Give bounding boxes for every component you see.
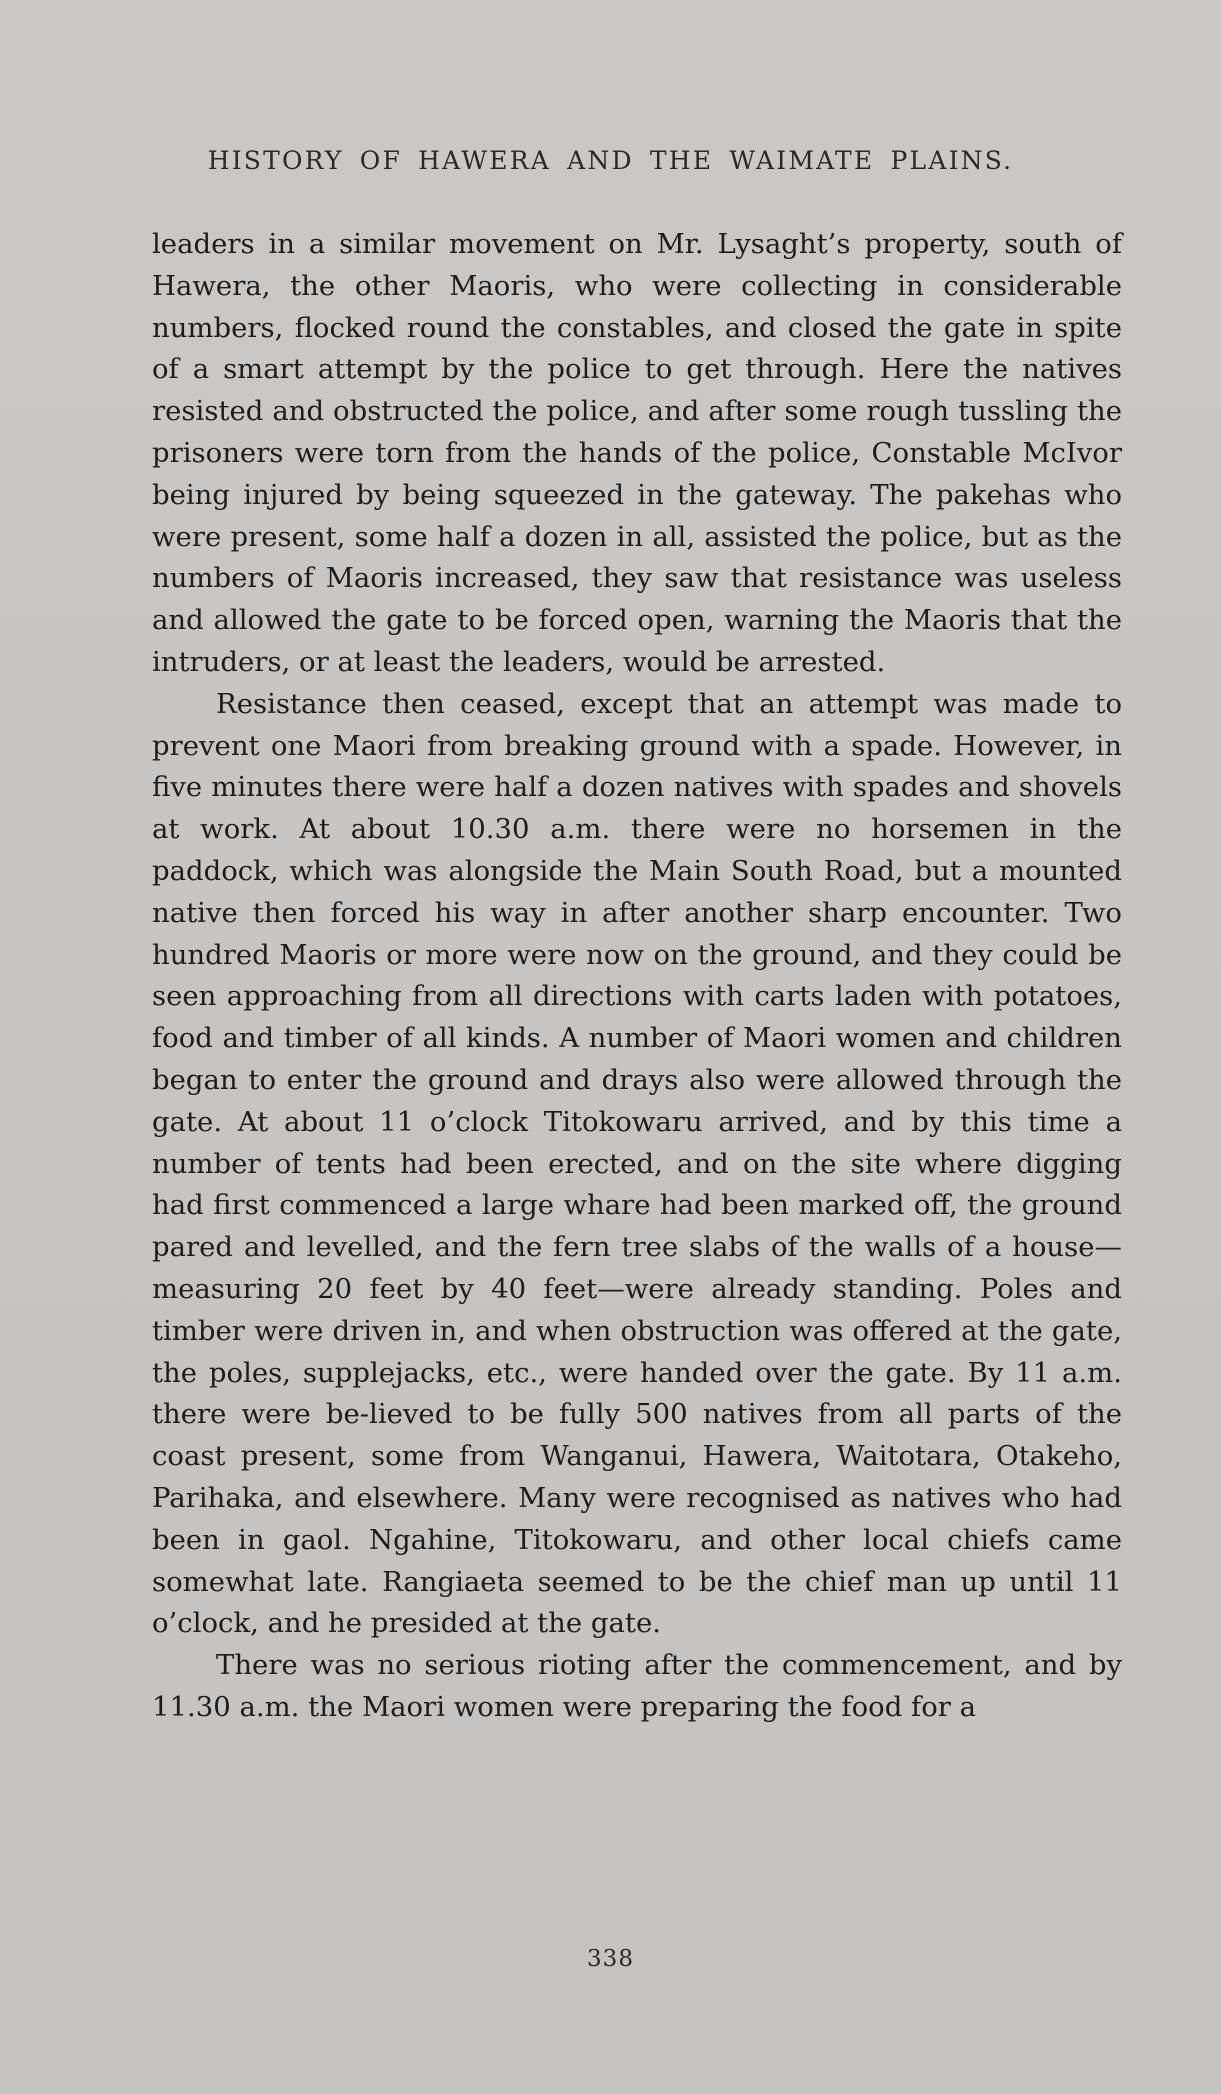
paragraph-no-rioting: There was no serious rioting after the commencement, and by 11.30 a.m. the Maori women were preparing the food for a [152, 1649, 1122, 1723]
paragraph-resistance: Resistance then ceased, except that an attempt was made to prevent one Maori from breaking ground with a spade. However, in five minutes there were half a dozen natives with spades and shovels at work. At about 10.30 a.m. there were no horsemen in the paddock, which was alongside the Main South Road, but a mounted native then forced his way in after another sharp encounter. Two hundred Maoris or more were now on the ground, and they could be seen approaching from all directions with carts laden with potatoes, food and timber of all kinds. A number of Maori women and children began to enter the ground and drays also were allowed through the gate. At about 11 o’clock Titokowaru arrived, and by this time a number of tents had been erected, and on the site where digging had first commenced a large whare had been marked off, the ground pared and levelled, and the fern tree slabs of the walls of a house—measuring 20 feet by 40 feet—were already standing. Poles and timber were driven in, and when obstruction was offered at the gate, the poles, supplejacks, etc., were handed over the gate. By 11 a.m. there were be-lieved to be fully 500 natives from all parts of the coast present, some from Wanganui, Hawera, Waitotara, Otakeho, Parihaka, and elsewhere. Many were recognised as natives who had been in gaol. Ngahine, Titokowaru, and other local chiefs came somewhat late. Rangiaeta seemed to be the chief man up until 11 o’clock, and he presided at the gate. [152, 687, 1122, 1640]
running-head: HISTORY OF HAWERA AND THE WAIMATE PLAINS. [207, 146, 1014, 175]
body-text [152, 224, 1122, 1729]
paragraph-continued: leaders in a similar movement on Mr. Lysaght’s property, south of Hawera, the other Maoris, who were collecting in considerable numbers, flocked round the constables, and closed the gate in spite of a smart attempt by the police to get through. Here the natives resisted and obstructed the police, and after some rough tussling the prisoners were torn from the hands of the police, Constable McIvor being injured by being squeezed in the gateway. The pakehas who were present, some half a dozen in all, assisted the police, but as the numbers of Maoris increased, they saw that resistance was useless and allowed the gate to be forced open, warning the Maoris that the intruders, or at least the leaders, would be arrested. [152, 228, 1122, 678]
page-number: 338 [587, 1946, 634, 1972]
